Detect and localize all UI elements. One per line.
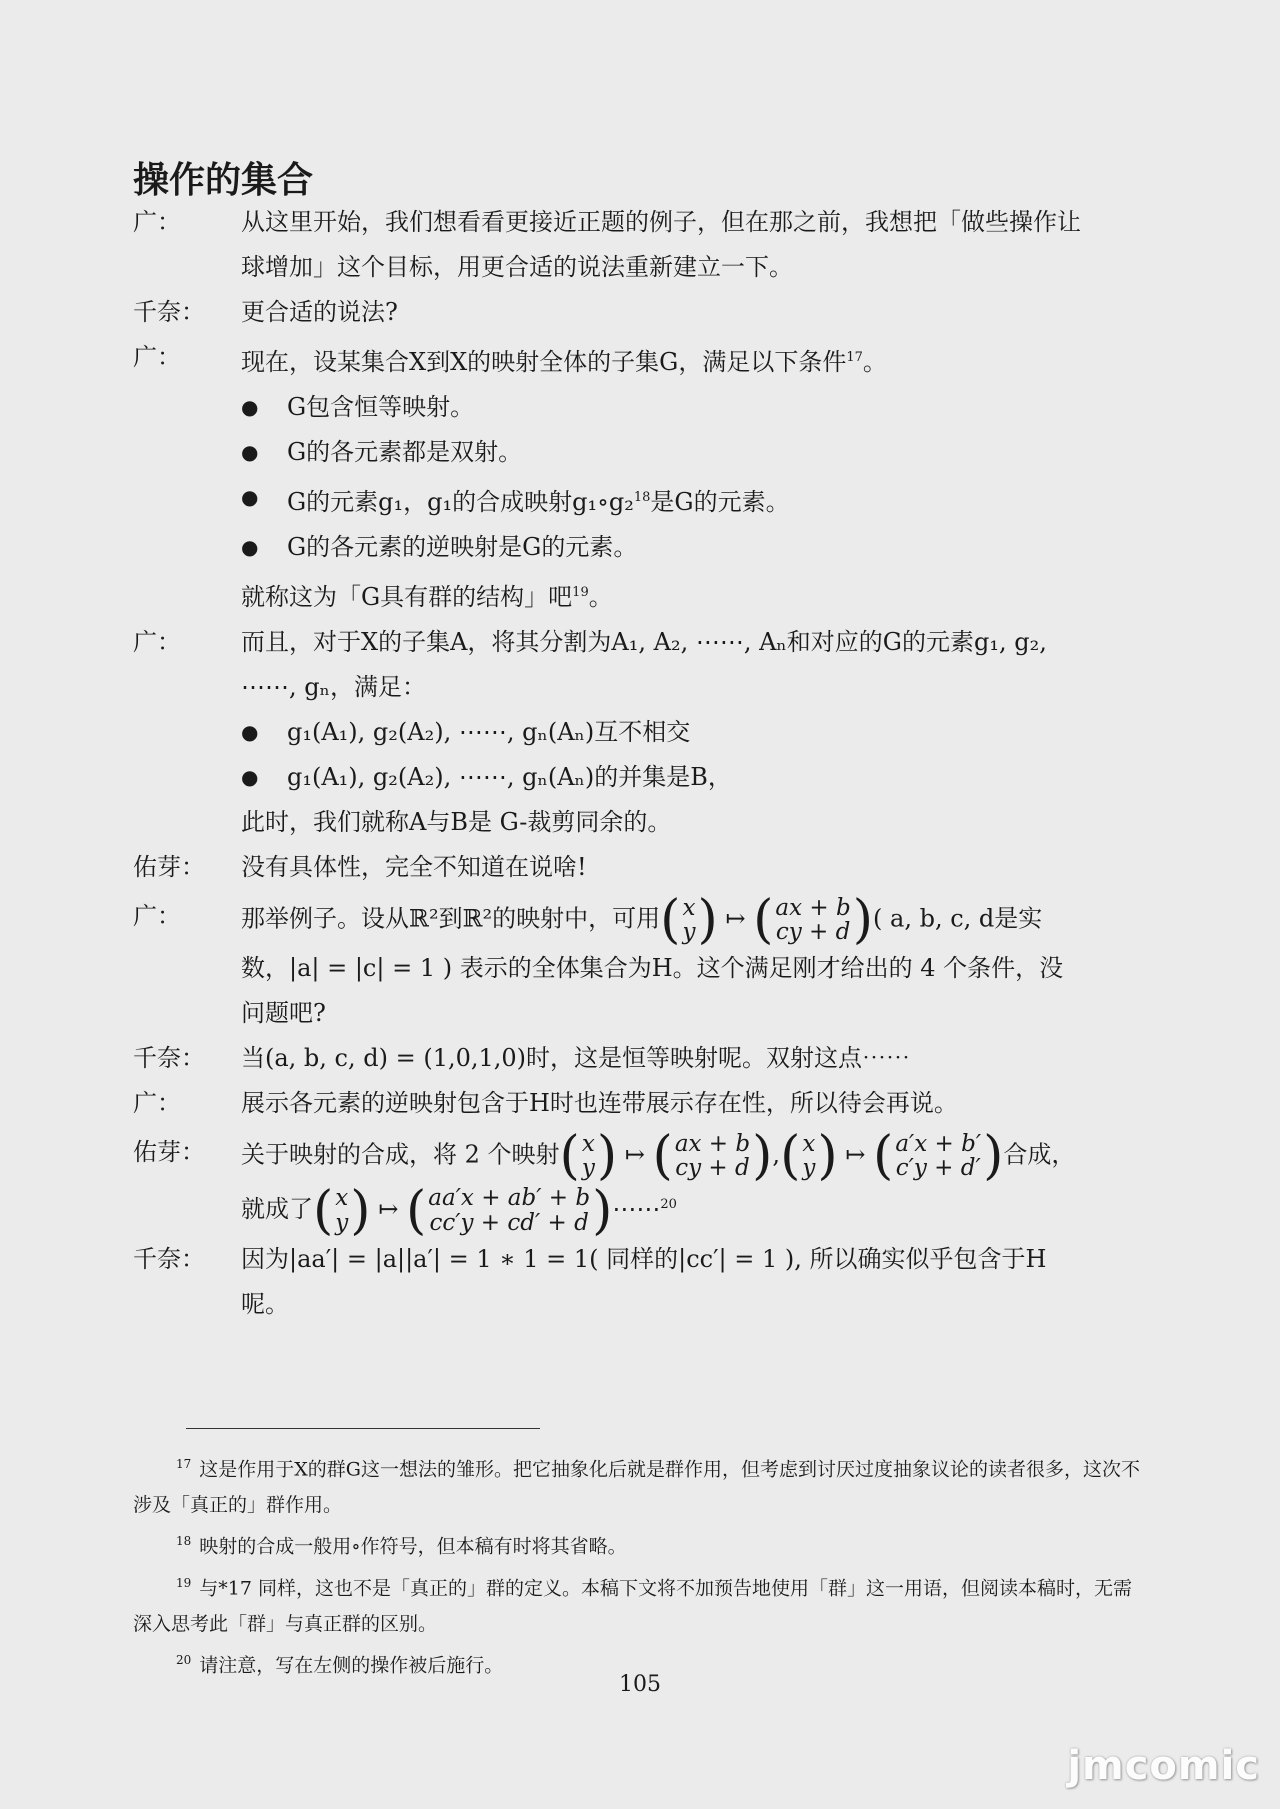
composition-line-1: 关于映射的合成，将 2 个映射 ( x y ) ↦ ( ax + b cy + d ) , ( x y ) ↦ ( a′x + b′ c′y + d′ ) 合成，	[241, 1126, 1076, 1186]
matrix-xy: ( x y )	[313, 1180, 371, 1241]
speaker: 广：	[133, 208, 181, 236]
outro-line: 此时，我们就称A与B是 G-裁剪同余的。	[241, 808, 672, 836]
speaker: 千奈：	[133, 1044, 205, 1072]
speech: 展示各元素的逆映射包含于H时也连带展示存在性，所以待会再说。	[241, 1089, 958, 1117]
footnote-ref: 18	[633, 490, 651, 505]
dialogue	[133, 200, 1133, 1327]
bullet-dot-icon: ●	[241, 765, 259, 789]
dialogue-turn	[133, 1126, 1133, 1241]
footnote-ref: 20	[660, 1197, 677, 1212]
bullet-dot-icon: ●	[241, 440, 259, 464]
footnote: $^{20}$ 请注意，写在左侧的操作被后施行。	[176, 1652, 504, 1677]
speaker: 广：	[133, 902, 181, 930]
mapsto-symbol: ↦	[845, 1140, 866, 1169]
bullet-dot-icon: ●	[241, 485, 259, 509]
dialogue-turn	[133, 845, 1133, 890]
footnote: $^{17}$ 这是作用于X的群G这一想法的雏形。把它抽象化后就是群作用，但考虑到讨厌过度抽象议论的读者很多，这次不涉及「真正的」群作用。	[133, 1457, 1140, 1517]
mapsto-symbol: ↦	[624, 1140, 645, 1169]
mapsto-symbol: ↦	[725, 904, 746, 933]
footnote: $^{18}$ 映射的合成一般用∘作符号，但本稿有时将其省略。	[176, 1534, 627, 1558]
speech: 当(a, b, c, d) = (1,0,1,0)时，这是恒等映射呢。双射这点⋯⋯	[241, 1044, 911, 1072]
watermark-logo: jmcomic	[1067, 1743, 1260, 1789]
speaker: 佑芽：	[133, 1138, 205, 1166]
composition-line-2: 就成了 ( x y ) ↦ ( aa′x + ab′ + b cc′y + cd′ + d ) ⋯⋯$^{20}$	[241, 1180, 677, 1241]
matrix-xy: ( x y )	[660, 890, 718, 950]
speaker: 广：	[133, 343, 181, 371]
bullet-item: ● G的元素g₁，g₁的合成映射g₁∘g₂$^{18}$是G的元素。	[241, 475, 1086, 525]
speech: 那举例子。设从ℝ²到ℝ²的映射中，可用 ( x y ) ↦ ( ax + b cy + d ) ( a, b, c, d是实数，|a| = |c| = 1 ) 表示的全体集合为H。这个满足刚才给出的 4 个条件，没问题吧?	[241, 890, 1064, 1027]
bullet-item: ● G包含恒等映射。	[241, 385, 1086, 430]
dialogue-turn	[133, 335, 1133, 620]
footnote-divider	[186, 1428, 540, 1429]
speaker: 广：	[133, 1089, 181, 1117]
footnote-ref: 19	[572, 585, 589, 600]
matrix-xy: ( x y )	[780, 1126, 838, 1186]
bullet-dot-icon: ●	[241, 395, 259, 419]
speech	[241, 1126, 1086, 1241]
matrix-affine: ( ax + b cy + d )	[753, 890, 874, 950]
bullet-dot-icon: ●	[241, 535, 259, 559]
speaker: 广：	[133, 628, 181, 656]
speech: 没有具体性，完全不知道在说啥!	[241, 853, 587, 881]
speech	[241, 620, 1086, 845]
intro-line: 现在，设某集合X到X的映射全体的子集G，满足以下条件$^{17}$。	[241, 348, 887, 376]
dialogue-turn	[133, 620, 1133, 845]
bullet-item: ● G的各元素的逆映射是G的元素。	[241, 525, 1086, 570]
dialogue-turn	[133, 1036, 1133, 1081]
intro-line: 而且，对于X的子集A，将其分割为A₁, A₂, ⋯⋯, Aₙ和对应的G的元素g₁, g₂, ⋯⋯, gₙ，满足：	[241, 628, 1047, 701]
speaker: 千奈：	[133, 1244, 205, 1273]
speaker: 佑芽：	[133, 853, 205, 881]
page-number: 105	[619, 1672, 661, 1697]
bullet-dot-icon: ●	[241, 720, 259, 744]
dialogue-turn	[133, 890, 1133, 1036]
dialogue-turn	[133, 200, 1133, 290]
bullet-item: ● g₁(A₁), g₂(A₂), ⋯⋯, gₙ(Aₙ)互不相交	[241, 710, 1086, 755]
matrix-affine: ( ax + b cy + d )	[652, 1126, 773, 1186]
outro-line: 就称这为「G具有群的结构」吧$^{19}$。	[241, 583, 613, 611]
matrix-xy: ( x y )	[559, 1126, 618, 1186]
footnote-ref: 17	[846, 350, 863, 365]
footnotes	[133, 1446, 1143, 1683]
bullet-item: ● G的各元素都是双射。	[241, 430, 1086, 475]
speech: 更合适的说法?	[241, 298, 398, 326]
matrix-affine-prime: ( a′x + b′ c′y + d′ )	[873, 1126, 1004, 1186]
footnote: $^{19}$ 与*17 同样，这也不是「真正的」群的定义。本稿下文将不加预告地使用「群」这一用语，但阅读本稿时，无需深入思考此「群」与真正群的区别。	[133, 1575, 1133, 1635]
speech: 从这里开始，我们想看看更接近正题的例子，但在那之前，我想把「做些操作让球增加」这个目标，用更合适的说法重新建立一下。	[241, 208, 1081, 281]
dialogue-turn	[133, 290, 1133, 335]
speech	[241, 335, 1086, 620]
speaker: 千奈：	[133, 298, 205, 326]
matrix-composed: ( aa′x + ab′ + b cc′y + cd′ + d )	[405, 1180, 613, 1241]
bullet-item: ● g₁(A₁), g₂(A₂), ⋯⋯, gₙ(Aₙ)的并集是B，	[241, 755, 1086, 800]
speech: 因为|aa′| = |a||a′| = 1 ∗ 1 = 1( 同样的|cc′| = 1 ), 所以确实似乎包含于H呢。	[241, 1244, 1047, 1318]
dialogue-turn	[133, 1237, 1133, 1327]
mapsto-symbol: ↦	[378, 1195, 399, 1223]
section-heading: 操作的集合	[133, 160, 314, 201]
dialogue-turn	[133, 1081, 1133, 1126]
